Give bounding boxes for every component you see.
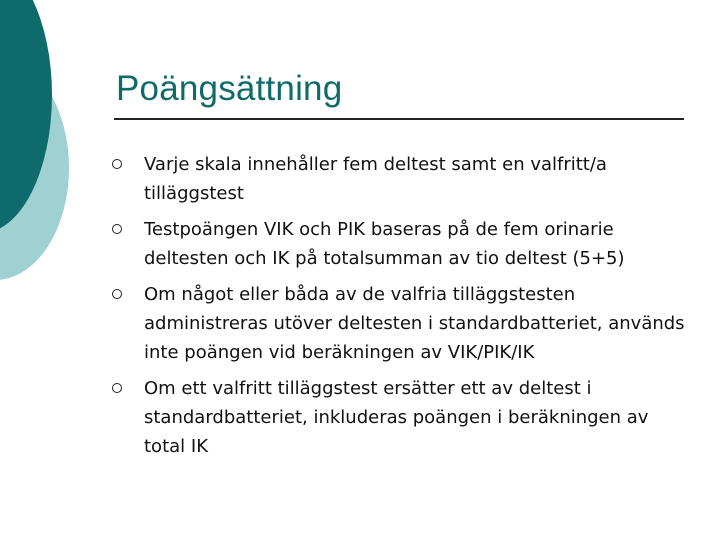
hollow-circle-bullet-icon (112, 289, 122, 299)
bullet-text: Varje skala innehåller fem deltest samt en valfritt/a tilläggstest (144, 154, 607, 204)
bullet-item (110, 150, 690, 208)
hollow-circle-bullet-icon (112, 224, 122, 234)
bullet-text: Om ett valfritt tilläggstest ersätter ett av deltest i standardbatteriet, inkluderas poängen i beräkningen av total IK (144, 378, 649, 457)
bullet-text: Testpoängen VIK och PIK baseras på de fem orinarie deltesten och IK på totalsumman av tio deltest (5+5) (144, 219, 625, 269)
hollow-circle-bullet-icon (112, 159, 122, 169)
bullet-item (110, 215, 690, 273)
hollow-circle-bullet-icon (112, 383, 122, 393)
bullet-item (110, 280, 690, 367)
bullet-list (110, 150, 690, 461)
slide-title: Poängsättning (116, 69, 343, 108)
bullet-text: Om något eller båda av de valfria tilläggstesten administreras utöver deltesten i standardbatteriet, används inte poängen vid beräkningen av VIK/PIK/IK (144, 284, 685, 363)
bullet-item (110, 374, 690, 461)
title-divider (114, 118, 684, 120)
